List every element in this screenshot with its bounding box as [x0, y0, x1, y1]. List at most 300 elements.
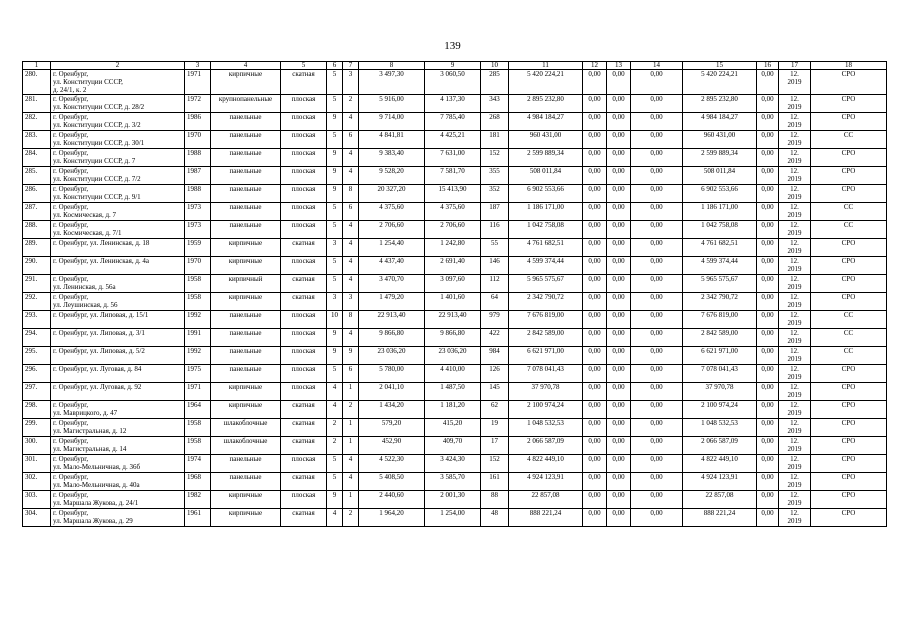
deadline-cell: [779, 365, 811, 383]
address-line: ул. Маршала Жукова, д. 29: [53, 517, 133, 525]
deadline-cell: [779, 401, 811, 419]
living-area-cell: 7 581,70: [425, 167, 481, 185]
deadline-line: 12.: [790, 131, 799, 139]
total-area-cell: 579,20: [359, 419, 425, 437]
table-row: [23, 311, 887, 329]
cost-cell: 0,00: [607, 311, 631, 329]
deadline-cell: [779, 383, 811, 401]
roof-type-cell: скатная: [281, 437, 327, 455]
residents-cell: 88: [481, 491, 509, 509]
method-cell: СС: [811, 203, 887, 221]
deadline-line: 2019: [787, 355, 802, 363]
address-cell: [51, 401, 185, 419]
floors-cell: 9: [327, 491, 343, 509]
address-cell: [51, 113, 185, 131]
total-area-cell: 1 434,20: [359, 401, 425, 419]
cost-cell: 0,00: [631, 70, 683, 95]
cost-cell: 0,00: [607, 329, 631, 347]
total-cost-cell: 1 042 758,08: [509, 221, 583, 239]
method-cell: СРО: [811, 437, 887, 455]
table-row: [23, 347, 887, 365]
row-number-cell: 287.: [23, 203, 51, 221]
total-area-cell: 5 780,00: [359, 365, 425, 383]
deadline-cell: [779, 149, 811, 167]
method-cell: СС: [811, 311, 887, 329]
address-cell: [51, 149, 185, 167]
cost-cell: 0,00: [583, 383, 607, 401]
wall-material-cell: панельные: [211, 311, 281, 329]
year-cell: 1987: [185, 167, 211, 185]
address-cell: [51, 293, 185, 311]
cost-cell: 0,00: [607, 257, 631, 275]
floors-cell: 5: [327, 70, 343, 95]
deadline-cell: [779, 311, 811, 329]
deadline-cell: [779, 221, 811, 239]
column-number-cell: 2: [51, 62, 185, 70]
year-cell: 1970: [185, 257, 211, 275]
total-area-cell: 20 327,20: [359, 185, 425, 203]
method-cell: СРО: [811, 275, 887, 293]
cost-cell: 0,00: [607, 203, 631, 221]
address-line: ул. Конституции СССР, д. 7: [53, 157, 136, 165]
address-cell: [51, 347, 185, 365]
address-line: ул. Мало-Мельничная, д. 40а: [53, 481, 140, 489]
deadline-line: 2019: [787, 265, 802, 273]
column-number-cell: 16: [757, 62, 779, 70]
address-line: ул. Космическая, д. 7: [53, 211, 117, 219]
deadline-line: 2019: [787, 481, 802, 489]
cost-cell: 0,00: [583, 473, 607, 491]
column-number-cell: 15: [683, 62, 757, 70]
cost-cell: 2 895 232,80: [683, 95, 757, 113]
wall-material-cell: панельные: [211, 221, 281, 239]
row-number-cell: 294.: [23, 329, 51, 347]
row-number-cell: 289.: [23, 239, 51, 257]
cost-cell: 0,00: [757, 95, 779, 113]
cost-cell: 508 011,84: [683, 167, 757, 185]
cost-cell: 0,00: [757, 293, 779, 311]
deadline-line: 2019: [787, 445, 802, 453]
method-cell: СРО: [811, 113, 887, 131]
address-line: г. Оренбург,: [53, 113, 89, 121]
cost-cell: 0,00: [757, 473, 779, 491]
wall-material-cell: шлакоблочные: [211, 437, 281, 455]
address-line: ул. Маршала Жукова, д. 24/1: [53, 499, 139, 507]
cost-cell: 1 042 758,08: [683, 221, 757, 239]
total-area-cell: 22 913,40: [359, 311, 425, 329]
address-line: ул. Магистральная, д. 12: [53, 427, 127, 435]
cost-cell: 0,00: [757, 491, 779, 509]
roof-type-cell: плоская: [281, 257, 327, 275]
cost-cell: 0,00: [757, 113, 779, 131]
roof-type-cell: скатная: [281, 419, 327, 437]
year-cell: 1982: [185, 491, 211, 509]
total-cost-cell: 5 420 224,21: [509, 70, 583, 95]
deadline-line: 2019: [787, 193, 802, 201]
residents-cell: 62: [481, 401, 509, 419]
address-line: г. Оренбург, ул. Луговая, д. 84: [53, 365, 142, 373]
year-cell: 1992: [185, 347, 211, 365]
residents-cell: 187: [481, 203, 509, 221]
roof-type-cell: скатная: [281, 239, 327, 257]
method-cell: СРО: [811, 70, 887, 95]
living-area-cell: 4 137,30: [425, 95, 481, 113]
cost-cell: 0,00: [631, 437, 683, 455]
deadline-line: 12.: [790, 149, 799, 157]
total-cost-cell: 888 221,24: [509, 509, 583, 527]
row-number-cell: 281.: [23, 95, 51, 113]
cost-cell: 0,00: [631, 455, 683, 473]
address-cell: [51, 473, 185, 491]
address-line: г. Оренбург,: [53, 455, 89, 463]
year-cell: 1959: [185, 239, 211, 257]
cost-cell: 0,00: [631, 347, 683, 365]
deadline-cell: [779, 491, 811, 509]
cost-cell: 0,00: [607, 185, 631, 203]
total-area-cell: 1 254,40: [359, 239, 425, 257]
method-cell: СРО: [811, 491, 887, 509]
row-number-cell: 292.: [23, 293, 51, 311]
living-area-cell: 7 631,00: [425, 149, 481, 167]
method-cell: СС: [811, 329, 887, 347]
address-line: г. Оренбург,: [53, 167, 89, 175]
row-number-cell: 290.: [23, 257, 51, 275]
residents-cell: 55: [481, 239, 509, 257]
row-number-cell: 285.: [23, 167, 51, 185]
row-number-cell: 284.: [23, 149, 51, 167]
floors-cell: 4: [327, 401, 343, 419]
total-area-cell: 4 522,30: [359, 455, 425, 473]
cost-cell: 0,00: [583, 221, 607, 239]
method-cell: СС: [811, 131, 887, 149]
address-line: г. Оренбург, ул. Липовая, д. 15/1: [53, 311, 149, 319]
address-line: г. Оренбург,: [53, 473, 89, 481]
total-cost-cell: 2 100 974,24: [509, 401, 583, 419]
wall-material-cell: панельные: [211, 167, 281, 185]
method-cell: СРО: [811, 257, 887, 275]
roof-type-cell: плоская: [281, 131, 327, 149]
residents-cell: 422: [481, 329, 509, 347]
total-area-cell: 3 497,30: [359, 70, 425, 95]
wall-material-cell: кирпичные: [211, 491, 281, 509]
cost-cell: 0,00: [631, 401, 683, 419]
deadline-cell: [779, 293, 811, 311]
cost-cell: 0,00: [607, 347, 631, 365]
living-area-cell: 3 585,70: [425, 473, 481, 491]
wall-material-cell: крупнопанельные: [211, 95, 281, 113]
entrances-cell: 2: [343, 95, 359, 113]
row-number-cell: 295.: [23, 347, 51, 365]
deadline-line: 2019: [787, 103, 802, 111]
table-row: [23, 239, 887, 257]
cost-cell: 0,00: [631, 221, 683, 239]
row-number-cell: 282.: [23, 113, 51, 131]
cost-cell: 0,00: [757, 257, 779, 275]
cost-cell: 5 420 224,21: [683, 70, 757, 95]
row-number-cell: 296.: [23, 365, 51, 383]
deadline-cell: [779, 473, 811, 491]
entrances-cell: 4: [343, 275, 359, 293]
deadline-line: 2019: [787, 427, 802, 435]
column-number-cell: 5: [281, 62, 327, 70]
address-line: ул. Конституции СССР, д. 7/2: [53, 175, 141, 183]
method-cell: СРО: [811, 149, 887, 167]
wall-material-cell: панельные: [211, 329, 281, 347]
roof-type-cell: плоская: [281, 113, 327, 131]
cost-cell: 0,00: [583, 239, 607, 257]
cost-cell: 0,00: [631, 275, 683, 293]
table-row: [23, 70, 887, 95]
deadline-line: 12.: [790, 185, 799, 193]
table-row: [23, 203, 887, 221]
table-row: [23, 149, 887, 167]
cost-cell: 0,00: [607, 455, 631, 473]
cost-cell: 0,00: [757, 437, 779, 455]
entrances-cell: 1: [343, 491, 359, 509]
residents-cell: 146: [481, 257, 509, 275]
table-row: [23, 167, 887, 185]
wall-material-cell: кирпичные: [211, 257, 281, 275]
table-body: [23, 62, 887, 527]
column-number-cell: 18: [811, 62, 887, 70]
total-cost-cell: 4 822 449,10: [509, 455, 583, 473]
cost-cell: 0,00: [607, 473, 631, 491]
deadline-line: 2019: [787, 283, 802, 291]
deadline-line: 12.: [790, 437, 799, 445]
residents-cell: 984: [481, 347, 509, 365]
row-number-cell: 288.: [23, 221, 51, 239]
deadline-line: 12.: [790, 509, 799, 517]
address-line: г. Оренбург, ул. Ленинская, д. 4а: [53, 257, 149, 265]
cost-cell: 0,00: [757, 239, 779, 257]
year-cell: 1958: [185, 437, 211, 455]
entrances-cell: 4: [343, 455, 359, 473]
floors-cell: 5: [327, 455, 343, 473]
address-line: г. Оренбург,: [53, 131, 89, 139]
address-line: г. Оренбург, ул. Липовая, д. 3/1: [53, 329, 145, 337]
residents-cell: 979: [481, 311, 509, 329]
total-area-cell: 1 964,20: [359, 509, 425, 527]
address-line: г. Оренбург,: [53, 70, 89, 78]
cost-cell: 0,00: [631, 419, 683, 437]
residents-cell: 352: [481, 185, 509, 203]
deadline-line: 12.: [790, 455, 799, 463]
method-cell: СРО: [811, 293, 887, 311]
wall-material-cell: кирпичные: [211, 509, 281, 527]
total-area-cell: 2 440,60: [359, 491, 425, 509]
entrances-cell: 6: [343, 365, 359, 383]
living-area-cell: 3 060,50: [425, 70, 481, 95]
address-cell: [51, 419, 185, 437]
address-cell: [51, 329, 185, 347]
living-area-cell: 1 181,20: [425, 401, 481, 419]
entrances-cell: 1: [343, 437, 359, 455]
table-row: [23, 185, 887, 203]
residents-cell: 181: [481, 131, 509, 149]
deadline-line: 2019: [787, 373, 802, 381]
total-area-cell: 9 383,40: [359, 149, 425, 167]
total-cost-cell: 4 984 184,27: [509, 113, 583, 131]
residents-cell: 48: [481, 509, 509, 527]
address-cell: [51, 365, 185, 383]
cost-cell: 0,00: [583, 491, 607, 509]
year-cell: 1964: [185, 401, 211, 419]
living-area-cell: 2 706,60: [425, 221, 481, 239]
row-number-cell: 303.: [23, 491, 51, 509]
address-line: г. Оренбург,: [53, 401, 89, 409]
method-cell: СРО: [811, 95, 887, 113]
cost-cell: 0,00: [583, 203, 607, 221]
deadline-cell: [779, 185, 811, 203]
entrances-cell: 2: [343, 401, 359, 419]
cost-cell: 2 342 790,72: [683, 293, 757, 311]
deadline-line: 12.: [790, 347, 799, 355]
total-cost-cell: 5 965 575,67: [509, 275, 583, 293]
address-line: ул. Маврицкого, д. 47: [53, 409, 118, 417]
year-cell: 1958: [185, 275, 211, 293]
deadline-cell: [779, 70, 811, 95]
cost-cell: 0,00: [583, 437, 607, 455]
deadline-line: 2019: [787, 319, 802, 327]
living-area-cell: 22 913,40: [425, 311, 481, 329]
method-cell: СРО: [811, 473, 887, 491]
living-area-cell: 4 375,60: [425, 203, 481, 221]
method-cell: СРО: [811, 455, 887, 473]
cost-cell: 0,00: [583, 70, 607, 95]
address-line: г. Оренбург, ул. Луговая, д. 92: [53, 383, 142, 391]
deadline-line: 12.: [790, 401, 799, 409]
cost-cell: 0,00: [607, 113, 631, 131]
address-line: г. Оренбург, ул. Липовая, д. 5/2: [53, 347, 145, 355]
deadline-line: 2019: [787, 463, 802, 471]
wall-material-cell: кирпичные: [211, 293, 281, 311]
address-line: г. Оренбург,: [53, 437, 89, 445]
page-number: 139: [444, 40, 461, 52]
cost-cell: 0,00: [583, 275, 607, 293]
floors-cell: 5: [327, 95, 343, 113]
address-cell: [51, 311, 185, 329]
deadline-line: 2019: [787, 211, 802, 219]
row-number-cell: 293.: [23, 311, 51, 329]
year-cell: 1961: [185, 509, 211, 527]
roof-type-cell: плоская: [281, 203, 327, 221]
wall-material-cell: панельные: [211, 473, 281, 491]
address-line: д. 24/1, к. 2: [53, 86, 87, 94]
floors-cell: 5: [327, 203, 343, 221]
row-number-cell: 291.: [23, 275, 51, 293]
cost-cell: 0,00: [607, 491, 631, 509]
wall-material-cell: панельные: [211, 347, 281, 365]
method-cell: СРО: [811, 167, 887, 185]
residents-cell: 285: [481, 70, 509, 95]
deadline-cell: [779, 203, 811, 221]
address-line: ул. Конституции СССР, д. 30/1: [53, 139, 145, 147]
column-number-cell: 12: [583, 62, 607, 70]
floors-cell: 9: [327, 149, 343, 167]
address-cell: [51, 185, 185, 203]
cost-cell: 0,00: [757, 167, 779, 185]
floors-cell: 5: [327, 473, 343, 491]
deadline-cell: [779, 419, 811, 437]
column-number-cell: 7: [343, 62, 359, 70]
deadline-line: 12.: [790, 167, 799, 175]
wall-material-cell: шлакоблочные: [211, 419, 281, 437]
entrances-cell: 4: [343, 257, 359, 275]
cost-cell: 4 822 449,10: [683, 455, 757, 473]
address-line: г. Оренбург,: [53, 419, 89, 427]
method-cell: СС: [811, 347, 887, 365]
total-area-cell: 5 408,50: [359, 473, 425, 491]
living-area-cell: 1 242,80: [425, 239, 481, 257]
total-cost-cell: 2 066 587,09: [509, 437, 583, 455]
row-number-cell: 297.: [23, 383, 51, 401]
floors-cell: 3: [327, 293, 343, 311]
cost-cell: 0,00: [631, 113, 683, 131]
deadline-line: 2019: [787, 301, 802, 309]
column-number-cell: 17: [779, 62, 811, 70]
cost-cell: 4 599 374,44: [683, 257, 757, 275]
living-area-cell: 2 691,40: [425, 257, 481, 275]
row-number-cell: 286.: [23, 185, 51, 203]
roof-type-cell: плоская: [281, 455, 327, 473]
register-table: [22, 61, 887, 527]
method-cell: СРО: [811, 239, 887, 257]
cost-cell: 0,00: [757, 149, 779, 167]
total-cost-cell: 1 048 532,53: [509, 419, 583, 437]
deadline-cell: [779, 275, 811, 293]
deadline-line: 2019: [787, 121, 802, 129]
wall-material-cell: панельные: [211, 149, 281, 167]
roof-type-cell: плоская: [281, 167, 327, 185]
row-number-cell: 283.: [23, 131, 51, 149]
cost-cell: 0,00: [631, 383, 683, 401]
deadline-line: 12.: [790, 473, 799, 481]
deadline-line: 12.: [790, 203, 799, 211]
floors-cell: 9: [327, 329, 343, 347]
cost-cell: 0,00: [631, 491, 683, 509]
address-cell: [51, 167, 185, 185]
floors-cell: 3: [327, 239, 343, 257]
cost-cell: 0,00: [757, 347, 779, 365]
total-area-cell: 9 866,80: [359, 329, 425, 347]
roof-type-cell: плоская: [281, 221, 327, 239]
entrances-cell: 4: [343, 221, 359, 239]
cost-cell: 0,00: [583, 185, 607, 203]
address-line: г. Оренбург,: [53, 221, 89, 229]
cost-cell: 0,00: [583, 347, 607, 365]
address-cell: [51, 491, 185, 509]
address-line: ул. Конституции СССР, д. 9/1: [53, 193, 141, 201]
entrances-cell: 3: [343, 70, 359, 95]
roof-type-cell: плоская: [281, 185, 327, 203]
wall-material-cell: панельные: [211, 455, 281, 473]
residents-cell: 268: [481, 113, 509, 131]
deadline-line: 12.: [790, 491, 799, 499]
wall-material-cell: панельные: [211, 113, 281, 131]
year-cell: 1968: [185, 473, 211, 491]
cost-cell: 2 066 587,09: [683, 437, 757, 455]
total-cost-cell: 7 078 041,43: [509, 365, 583, 383]
year-cell: 1986: [185, 113, 211, 131]
cost-cell: 0,00: [757, 131, 779, 149]
cost-cell: 2 842 589,00: [683, 329, 757, 347]
cost-cell: 0,00: [607, 437, 631, 455]
entrances-cell: 1: [343, 383, 359, 401]
cost-cell: 0,00: [607, 239, 631, 257]
table-row: [23, 401, 887, 419]
floors-cell: 9: [327, 347, 343, 365]
roof-type-cell: скатная: [281, 70, 327, 95]
